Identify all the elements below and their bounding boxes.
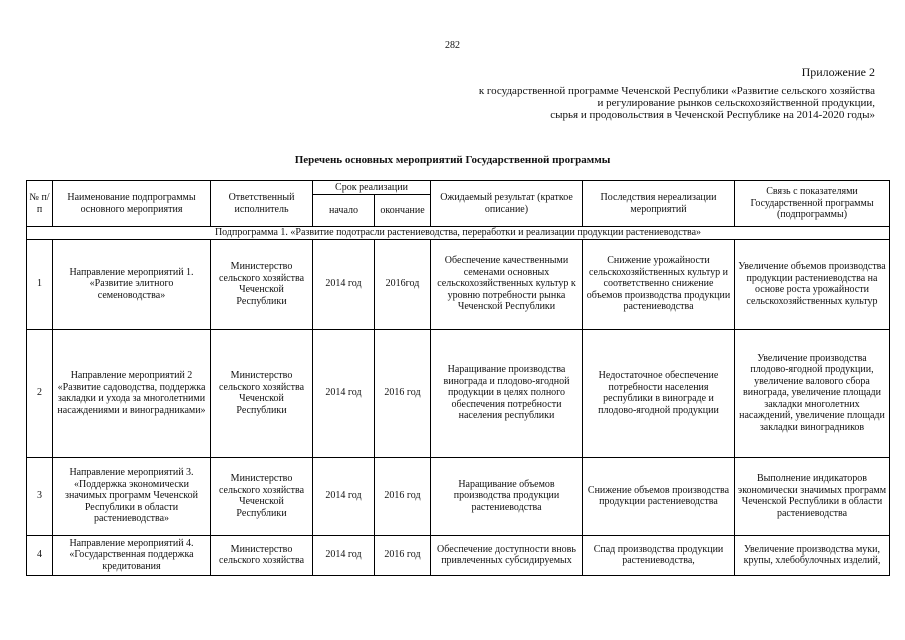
- activities-table: [26, 180, 890, 576]
- cell-link: Увеличение объемов производства продукции растениеводства на основе роста урожайности сельскохозяйственных культур: [735, 239, 890, 329]
- cell-num: 3: [27, 457, 53, 535]
- cell-num: 2: [27, 329, 53, 457]
- cell-consequences: Снижение объемов производства продукции растениеводства: [583, 457, 735, 535]
- header-executor: Ответственный исполнитель: [211, 181, 313, 227]
- cell-executor: Министерство сельского хозяйства Чеченской Республики: [211, 239, 313, 329]
- page-number: 282: [445, 40, 460, 51]
- cell-consequences: Снижение урожайности сельскохозяйственных культур и соответственно снижение объемов производства продукции растениеводства: [583, 239, 735, 329]
- cell-name: Направление мероприятий 3. «Поддержка экономически значимых программ Чеченской Республики в области растениеводства»: [53, 457, 211, 535]
- header-result: Ожидаемый результат (краткое описание): [431, 181, 583, 227]
- cell-name: Направление мероприятий 4. «Государственная поддержка кредитования: [53, 535, 211, 575]
- cell-result: Обеспечение доступности вновь привлеченных субсидируемых: [431, 535, 583, 575]
- cell-consequences: Недостаточное обеспечение потребности населения республики в винограде и плодово-ягодной продукции: [583, 329, 735, 457]
- appendix-title: Приложение 2: [801, 65, 875, 79]
- cell-link: Выполнение индикаторов экономически значимых программ Чеченской Республики в области растениеводства: [735, 457, 890, 535]
- cell-end: 2016год: [375, 239, 431, 329]
- cell-executor: Министерство сельского хозяйства Чеченской Республики: [211, 329, 313, 457]
- cell-num: 1: [27, 239, 53, 329]
- appendix-subtitle: [479, 85, 875, 121]
- appendix-line: к государственной программе Чеченской Республики «Развитие сельского хозяйства: [478, 85, 875, 97]
- header-link: Связь с показателями Государственной программы (подпрограммы): [735, 181, 890, 227]
- header-start: начало: [313, 195, 375, 227]
- cell-result: Наращивание производства винограда и плодово-ягодной продукции в целях полного обеспечения потребности населения республики: [431, 329, 583, 457]
- table-row: [27, 239, 890, 329]
- cell-num: 4: [27, 535, 53, 575]
- header-end: окончание: [375, 195, 431, 227]
- cell-end: 2016 год: [375, 457, 431, 535]
- cell-start: 2014 год: [313, 535, 375, 575]
- cell-consequences: Спад производства продукции растениеводства,: [583, 535, 735, 575]
- cell-start: 2014 год: [313, 457, 375, 535]
- cell-link: Увеличение производства муки, крупы, хлебобулочных изделий,: [735, 535, 890, 575]
- table-row: [27, 535, 890, 575]
- cell-name: Направление мероприятий 1. «Развитие элитного семеноводства»: [53, 239, 211, 329]
- cell-link: Увеличение производства плодово-ягодной продукции, увеличение валового сбора винограда, увеличение площади закладки многолетних насаждений, увеличение площади закладки виноградников: [735, 329, 890, 457]
- table-row: [27, 329, 890, 457]
- cell-result: Обеспечение качественными семенами основных сельскохозяйственных культур к уровню потребности рынка Чеченской Республики: [431, 239, 583, 329]
- appendix-line: сырья и продовольствия в Чеченской Республике на 2014-2020 годы»: [550, 109, 875, 121]
- header-consequences: Последствия нереализации мероприятий: [583, 181, 735, 227]
- cell-end: 2016 год: [375, 535, 431, 575]
- cell-start: 2014 год: [313, 329, 375, 457]
- appendix-line: и регулирование рынков сельскохозяйственной продукции,: [597, 97, 875, 109]
- table-header-row: [27, 181, 890, 195]
- cell-result: Наращивание объемов производства продукции растениеводства: [431, 457, 583, 535]
- cell-executor: Министерство сельского хозяйства Чеченской Республики: [211, 457, 313, 535]
- cell-name: Направление мероприятий 2 «Развитие садоводства, поддержка закладки и ухода за многолетними насаждениями и виноградниками»: [53, 329, 211, 457]
- document-title: Перечень основных мероприятий Государственной программы: [294, 154, 611, 166]
- cell-start: 2014 год: [313, 239, 375, 329]
- header-num: № п/п: [27, 181, 53, 227]
- cell-end: 2016 год: [375, 329, 431, 457]
- subprogram-row: [27, 227, 890, 240]
- header-period: Срок реализации: [313, 181, 431, 195]
- subprogram-title: Подпрограмма 1. «Развитие подотрасли растениеводства, переработки и реализации продукции растениеводства»: [27, 227, 890, 240]
- table-row: [27, 457, 890, 535]
- header-name: Наименование подпрограммы основного мероприятия: [53, 181, 211, 227]
- cell-executor: Министерство сельского хозяйства: [211, 535, 313, 575]
